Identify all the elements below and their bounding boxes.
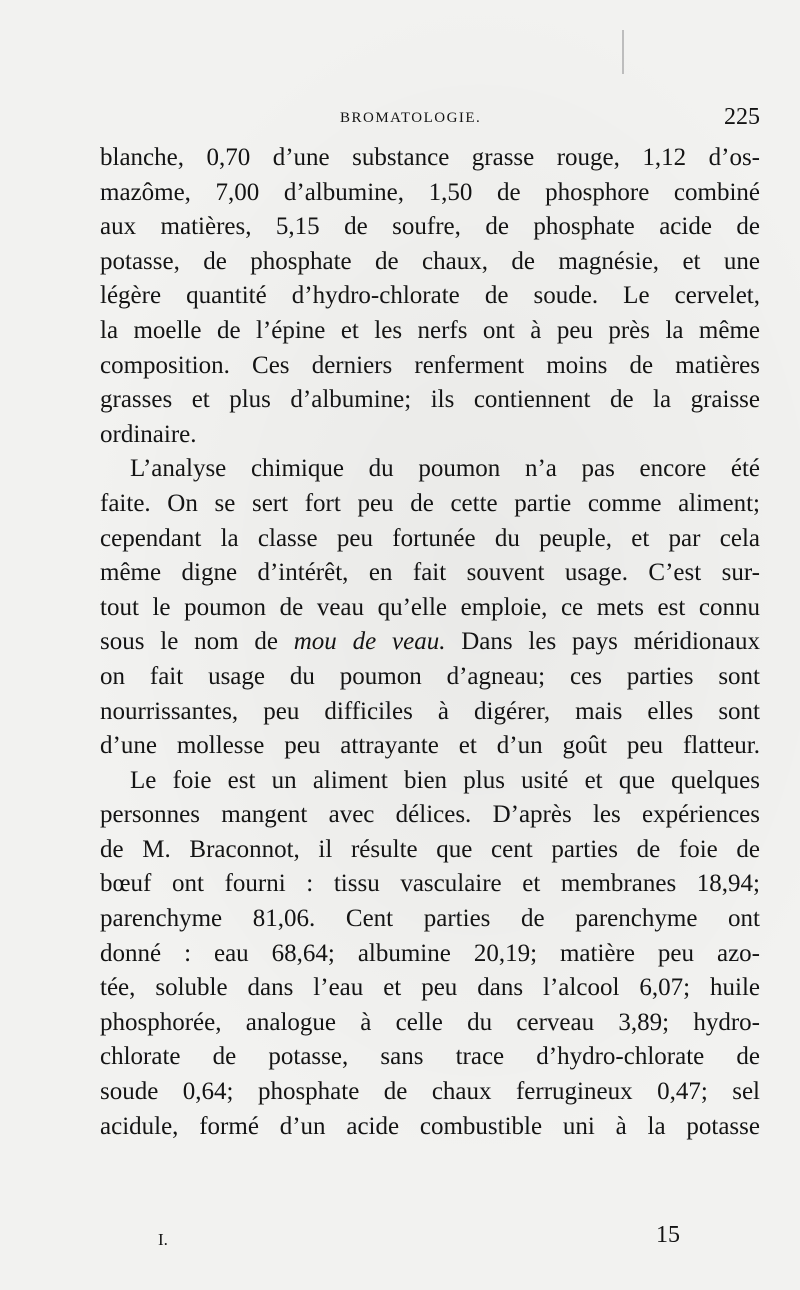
text-line: composition. Ces derniers renferment moins de matières bbox=[100, 351, 760, 379]
text-segment: Dans les pays méridionaux bbox=[445, 628, 760, 656]
text-line: tout le poumon de veau qu’elle emploie, ce mets est connu bbox=[100, 593, 760, 621]
text-line: ordinaire. bbox=[100, 420, 197, 448]
text-line: légère quantité d’hydro-chlorate de soude. Le cervelet, bbox=[100, 282, 760, 310]
text-line: blanche, 0,70 d’une substance grasse rouge, 1,12 d’os- bbox=[100, 144, 760, 171]
page-number: 225 bbox=[724, 104, 760, 130]
text-line: phosphorée, analogue à celle du cerveau 3,89; hydro- bbox=[100, 1008, 760, 1036]
text-line: Le foie est un aliment bien plus usité et que quelques bbox=[130, 766, 760, 794]
text-line: grasses et plus d’albumine; ils contiennent de la graisse bbox=[100, 386, 760, 414]
text-line: même digne d’intérêt, en fait souvent usage. C’est sur- bbox=[100, 559, 760, 587]
text-line: personnes mangent avec délices. D’après les expériences bbox=[100, 801, 760, 829]
scan-artifact-line bbox=[622, 30, 624, 74]
text-line: la moelle de l’épine et les nerfs ont à peu près la même bbox=[100, 316, 760, 344]
text-line: faite. On se sert fort peu de cette partie comme aliment; bbox=[100, 489, 760, 517]
text-line: d’une mollesse peu attrayante et d’un goût peu flatteur. bbox=[100, 732, 760, 760]
text-line: donné : eau 68,64; albumine 20,19; matière peu azo- bbox=[100, 939, 760, 967]
text-line: acidule, formé d’un acide combustible uni à la potasse bbox=[100, 1112, 760, 1140]
text-line: soude 0,64; phosphate de chaux ferrugineux 0,47; sel bbox=[100, 1078, 760, 1106]
text-line: parenchyme 81,06. Cent parties de parenchyme ont bbox=[100, 905, 760, 933]
text-line: mazôme, 7,00 d’albumine, 1,50 de phosphore combiné bbox=[100, 178, 760, 206]
text-line: L’analyse chimique du poumon n’a pas encore été bbox=[130, 455, 760, 483]
text-segment: sous le nom de bbox=[100, 628, 294, 656]
body-text bbox=[100, 141, 760, 1144]
text-line: nourrissantes, peu difficiles à digérer, mais elles sont bbox=[100, 697, 760, 725]
page-footer bbox=[100, 1222, 680, 1252]
running-head: BROMATOLOGIE. bbox=[340, 110, 482, 126]
text-line: tée, soluble dans l’eau et peu dans l’alcool 6,07; huile bbox=[100, 974, 760, 1002]
text-line: de M. Braconnot, il résulte que cent parties de foie de bbox=[100, 835, 760, 863]
text-line: on fait usage du poumon d’agneau; ces parties sont bbox=[100, 662, 760, 690]
text-line: potasse, de phosphate de chaux, de magnésie, et une bbox=[100, 247, 760, 275]
text-line: cependant la classe peu fortunée du peuple, et par cela bbox=[100, 524, 760, 552]
italic-term: mou de veau. bbox=[293, 628, 446, 656]
text-line bbox=[100, 625, 760, 660]
page-header bbox=[100, 104, 760, 134]
signature-number: 15 bbox=[656, 1222, 680, 1248]
text-line: bœuf ont fourni : tissu vasculaire et membranes 18,94; bbox=[100, 870, 760, 898]
text-line: chlorate de potasse, sans trace d’hydro-chlorate de bbox=[100, 1043, 760, 1071]
signature-mark: I. bbox=[158, 1230, 168, 1249]
text-line: aux matières, 5,15 de soufre, de phosphate acide de bbox=[100, 213, 760, 241]
